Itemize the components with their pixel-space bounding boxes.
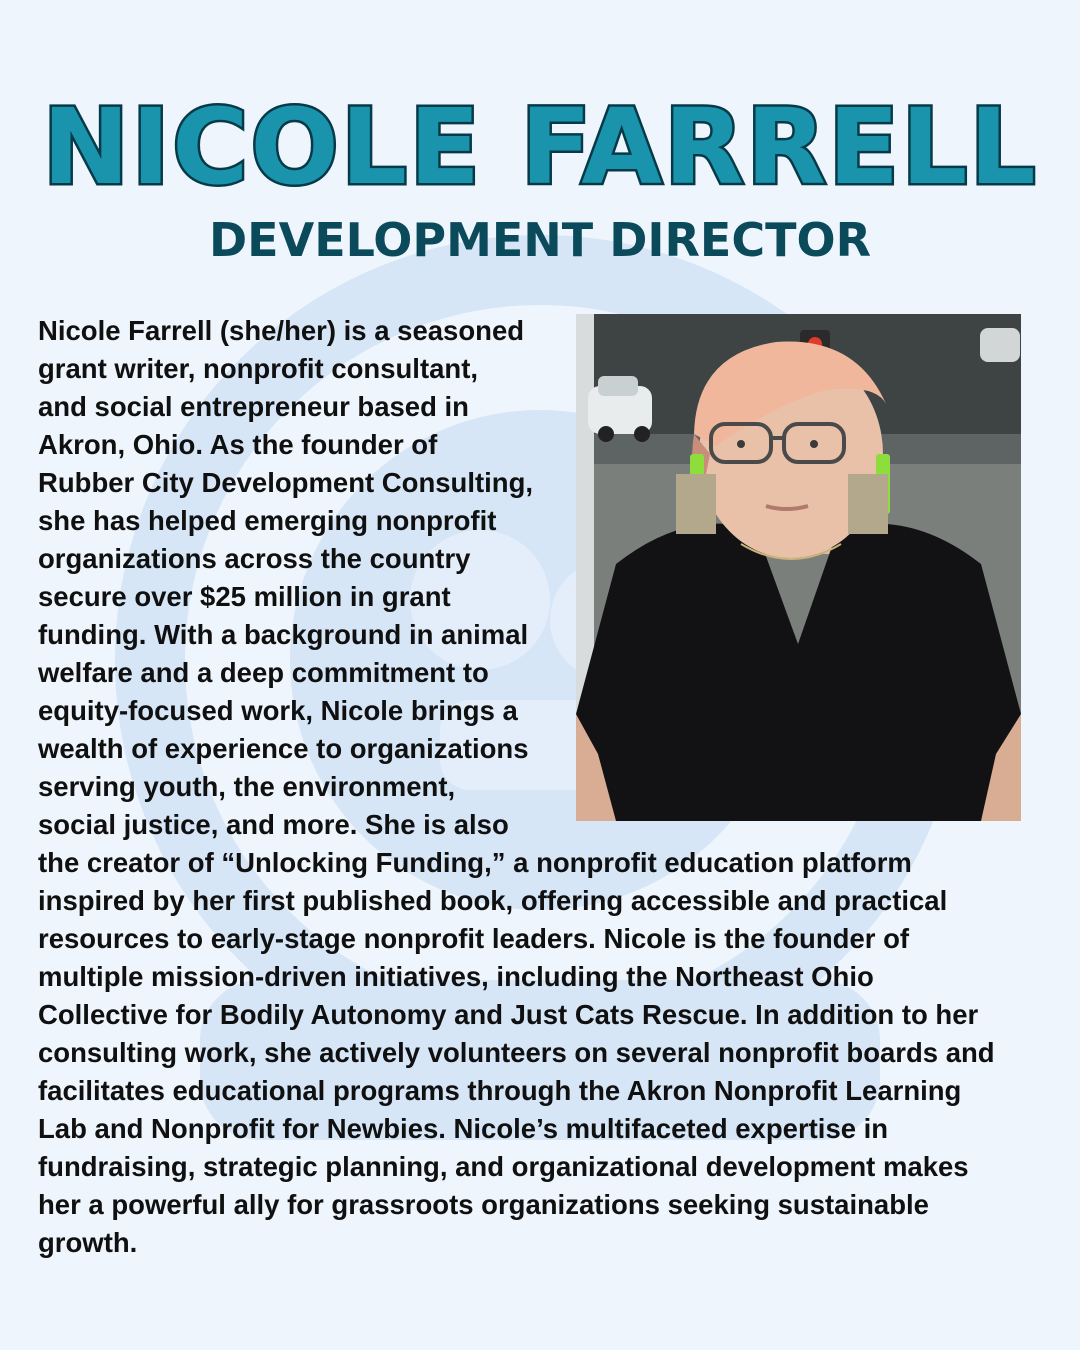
bio-line: inspired by her first published book, offering accessible and practical — [38, 885, 948, 916]
bio-line: grant writer, nonprofit consultant, — [38, 353, 478, 384]
bio-line: and social entrepreneur based in — [38, 391, 469, 422]
bio-line: fundraising, strategic planning, and organizational development makes — [38, 1151, 969, 1182]
bio-line: multiple mission-driven initiatives, including the Northeast Ohio — [38, 961, 874, 992]
bio-line: Akron, Ohio. As the founder of — [38, 429, 438, 460]
bio-line: her a powerful ally for grassroots organizations seeking sustainable — [38, 1189, 929, 1220]
bio-line: Collective for Bodily Autonomy and Just Cats Rescue. In addition to her — [38, 999, 979, 1030]
bio-line: funding. With a background in animal — [38, 619, 529, 650]
bio-line: secure over $25 million in grant — [38, 581, 451, 612]
bio-line: equity-focused work, Nicole brings a — [38, 695, 518, 726]
bio-line: facilitates educational programs through the Akron Nonprofit Learning — [38, 1075, 962, 1106]
job-title: DEVELOPMENT DIRECTOR — [208, 213, 871, 267]
bio-line: consulting work, she actively volunteers on several nonprofit boards and — [38, 1037, 995, 1068]
bio-text — [38, 312, 1038, 1262]
bio-line: social justice, and more. She is also — [38, 809, 509, 840]
bio-line: resources to early-stage nonprofit leaders. Nicole is the founder of — [38, 923, 910, 954]
bio-line: growth. — [38, 1227, 138, 1258]
bio-line: Rubber City Development Consulting, — [38, 467, 534, 498]
bio-line: wealth of experience to organizations — [38, 733, 529, 764]
bio-line: serving youth, the environment, — [38, 771, 456, 802]
bio-line: she has helped emerging nonprofit — [38, 505, 497, 536]
person-name: NICOLE FARRELL — [42, 86, 1038, 208]
bio-line: Lab and Nonprofit for Newbies. Nicole’s multifaceted expertise in — [38, 1113, 889, 1144]
bio-line: organizations across the country — [38, 543, 471, 574]
bio-line: Nicole Farrell (she/her) is a seasoned — [38, 315, 525, 346]
bio-line: the creator of “Unlocking Funding,” a nonprofit education platform — [38, 847, 912, 878]
bio-line: welfare and a deep commitment to — [38, 657, 489, 688]
